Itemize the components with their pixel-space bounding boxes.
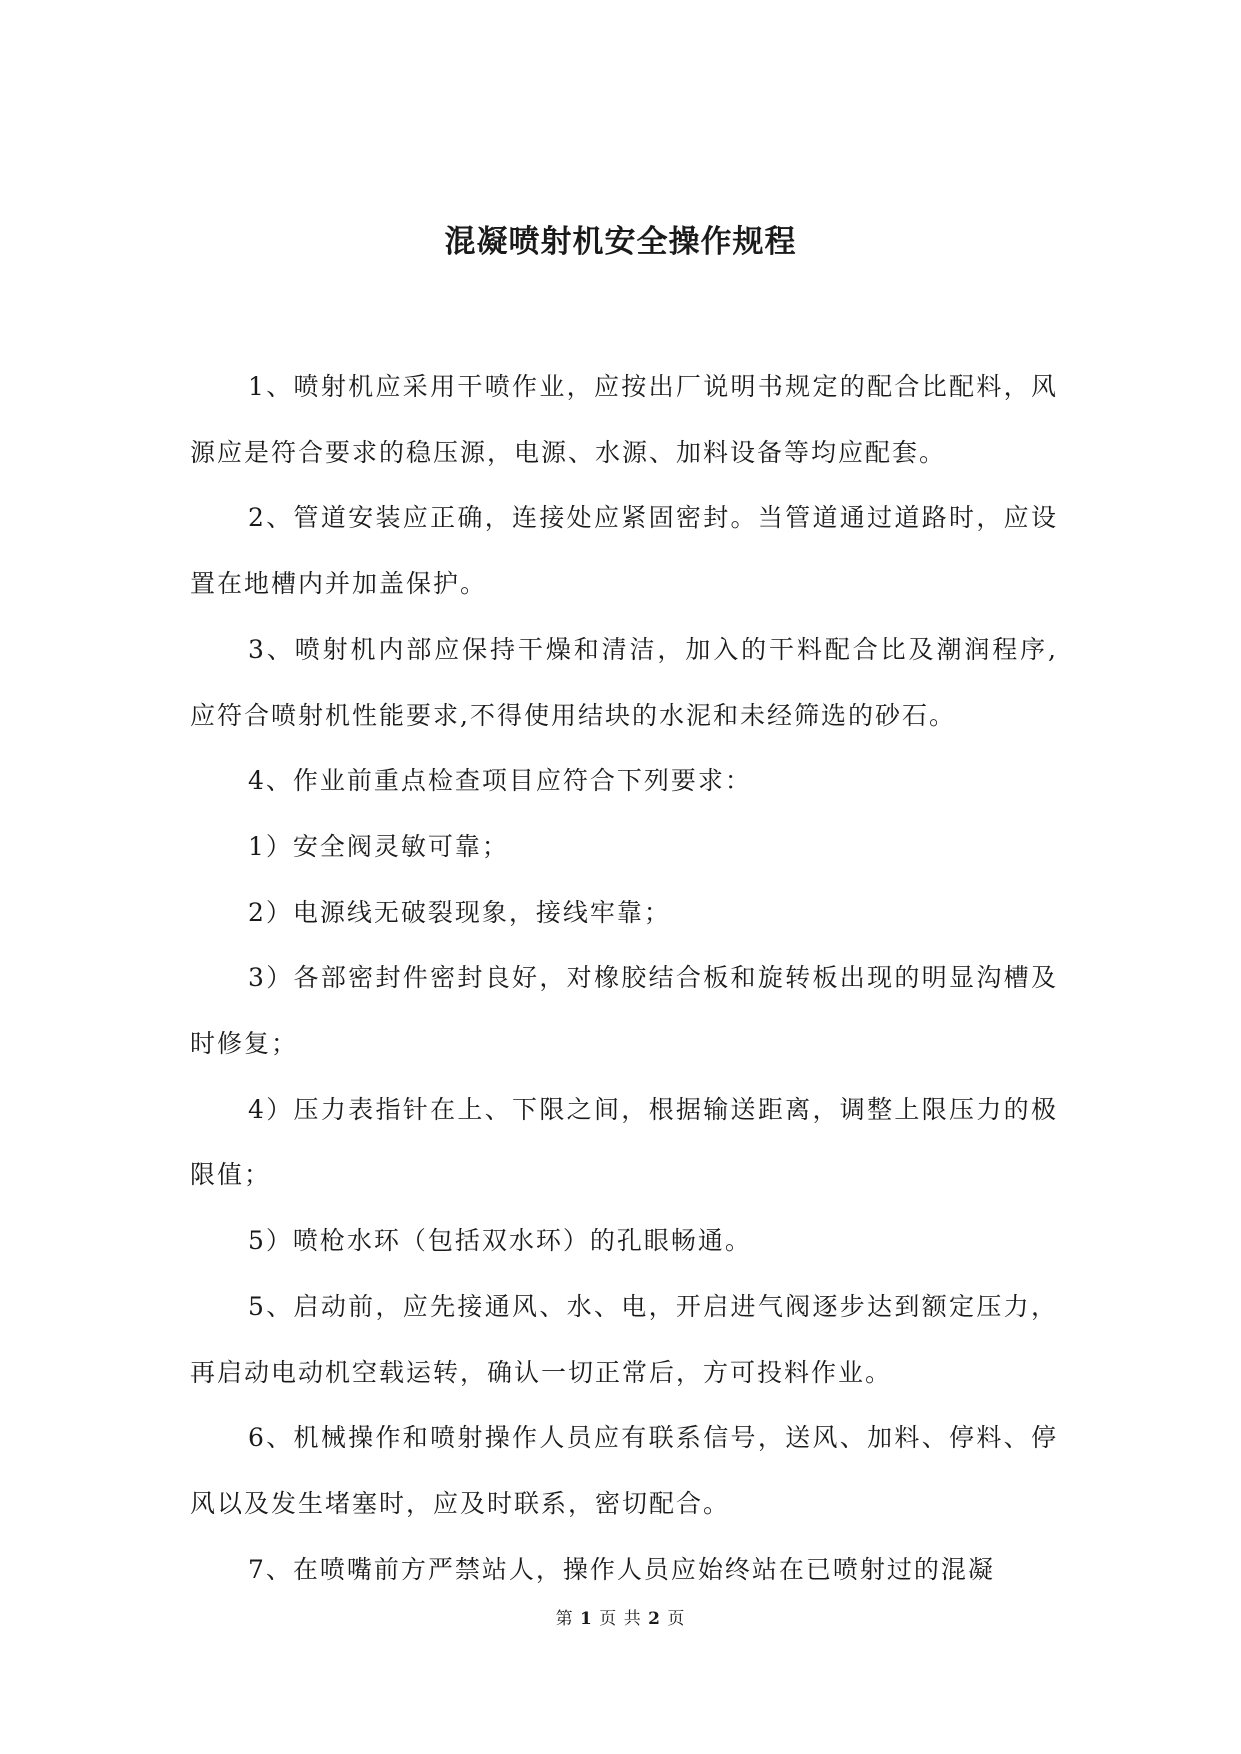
list-item-4: 4）压力表指针在上、下限之间，根据输送距离，调整上限压力的极限值； xyxy=(190,1094,1058,1190)
footer-total-pages: 2 xyxy=(648,1609,661,1629)
list-item-5: 5）喷枪水环（包括双水环）的孔眼畅通。 xyxy=(248,1226,752,1256)
page-footer xyxy=(0,1608,1241,1630)
list-item-3: 3）各部密封件密封良好，对橡胶结合板和旋转板出现的明显沟槽及时修复； xyxy=(190,963,1058,1059)
paragraph-2: 2、管道安装应正确，连接处应紧固密封。当管道通过道路时，应设置在地槽内并加盖保护。 xyxy=(190,503,1058,599)
list-item-2: 2）电源线无破裂现象，接线牢靠； xyxy=(248,897,671,927)
paragraph-1: 1、喷射机应采用干喷作业，应按出厂说明书规定的配合比配料，风源应是符合要求的稳压源，电源、水源、加料设备等均应配套。 xyxy=(190,372,1058,467)
paragraph-5: 5、启动前，应先接通风、水、电，开启进气阀逐步达到额定压力，再启动电动机空载运转，确认一切正常后，方可投料作业。 xyxy=(190,1291,1058,1387)
document-title: 混凝喷射机安全操作规程 xyxy=(444,224,797,260)
paragraph-3: 3、喷射机内部应保持干燥和清洁，加入的干料配合比及潮润程序,应符合喷射机性能要求,不得使用结块的水泥和未经筛选的砂石。 xyxy=(190,634,1058,730)
footer-middle: 页 共 xyxy=(599,1609,642,1629)
footer-prefix: 第 xyxy=(555,1609,574,1629)
paragraph-7: 7、在喷嘴前方严禁站人，操作人员应始终站在已喷射过的混凝 xyxy=(248,1554,995,1584)
list-item-1: 1）安全阀灵敏可靠； xyxy=(248,831,509,861)
paragraph-4: 4、作业前重点检查项目应符合下列要求： xyxy=(248,766,752,796)
document-body xyxy=(190,354,1058,1602)
footer-page-number: 1 xyxy=(580,1609,593,1629)
footer-suffix: 页 xyxy=(667,1609,686,1629)
paragraph-6: 6、机械操作和喷射操作人员应有联系信号，送风、加料、停料、停风以及发生堵塞时，应及时联系，密切配合。 xyxy=(190,1423,1058,1518)
